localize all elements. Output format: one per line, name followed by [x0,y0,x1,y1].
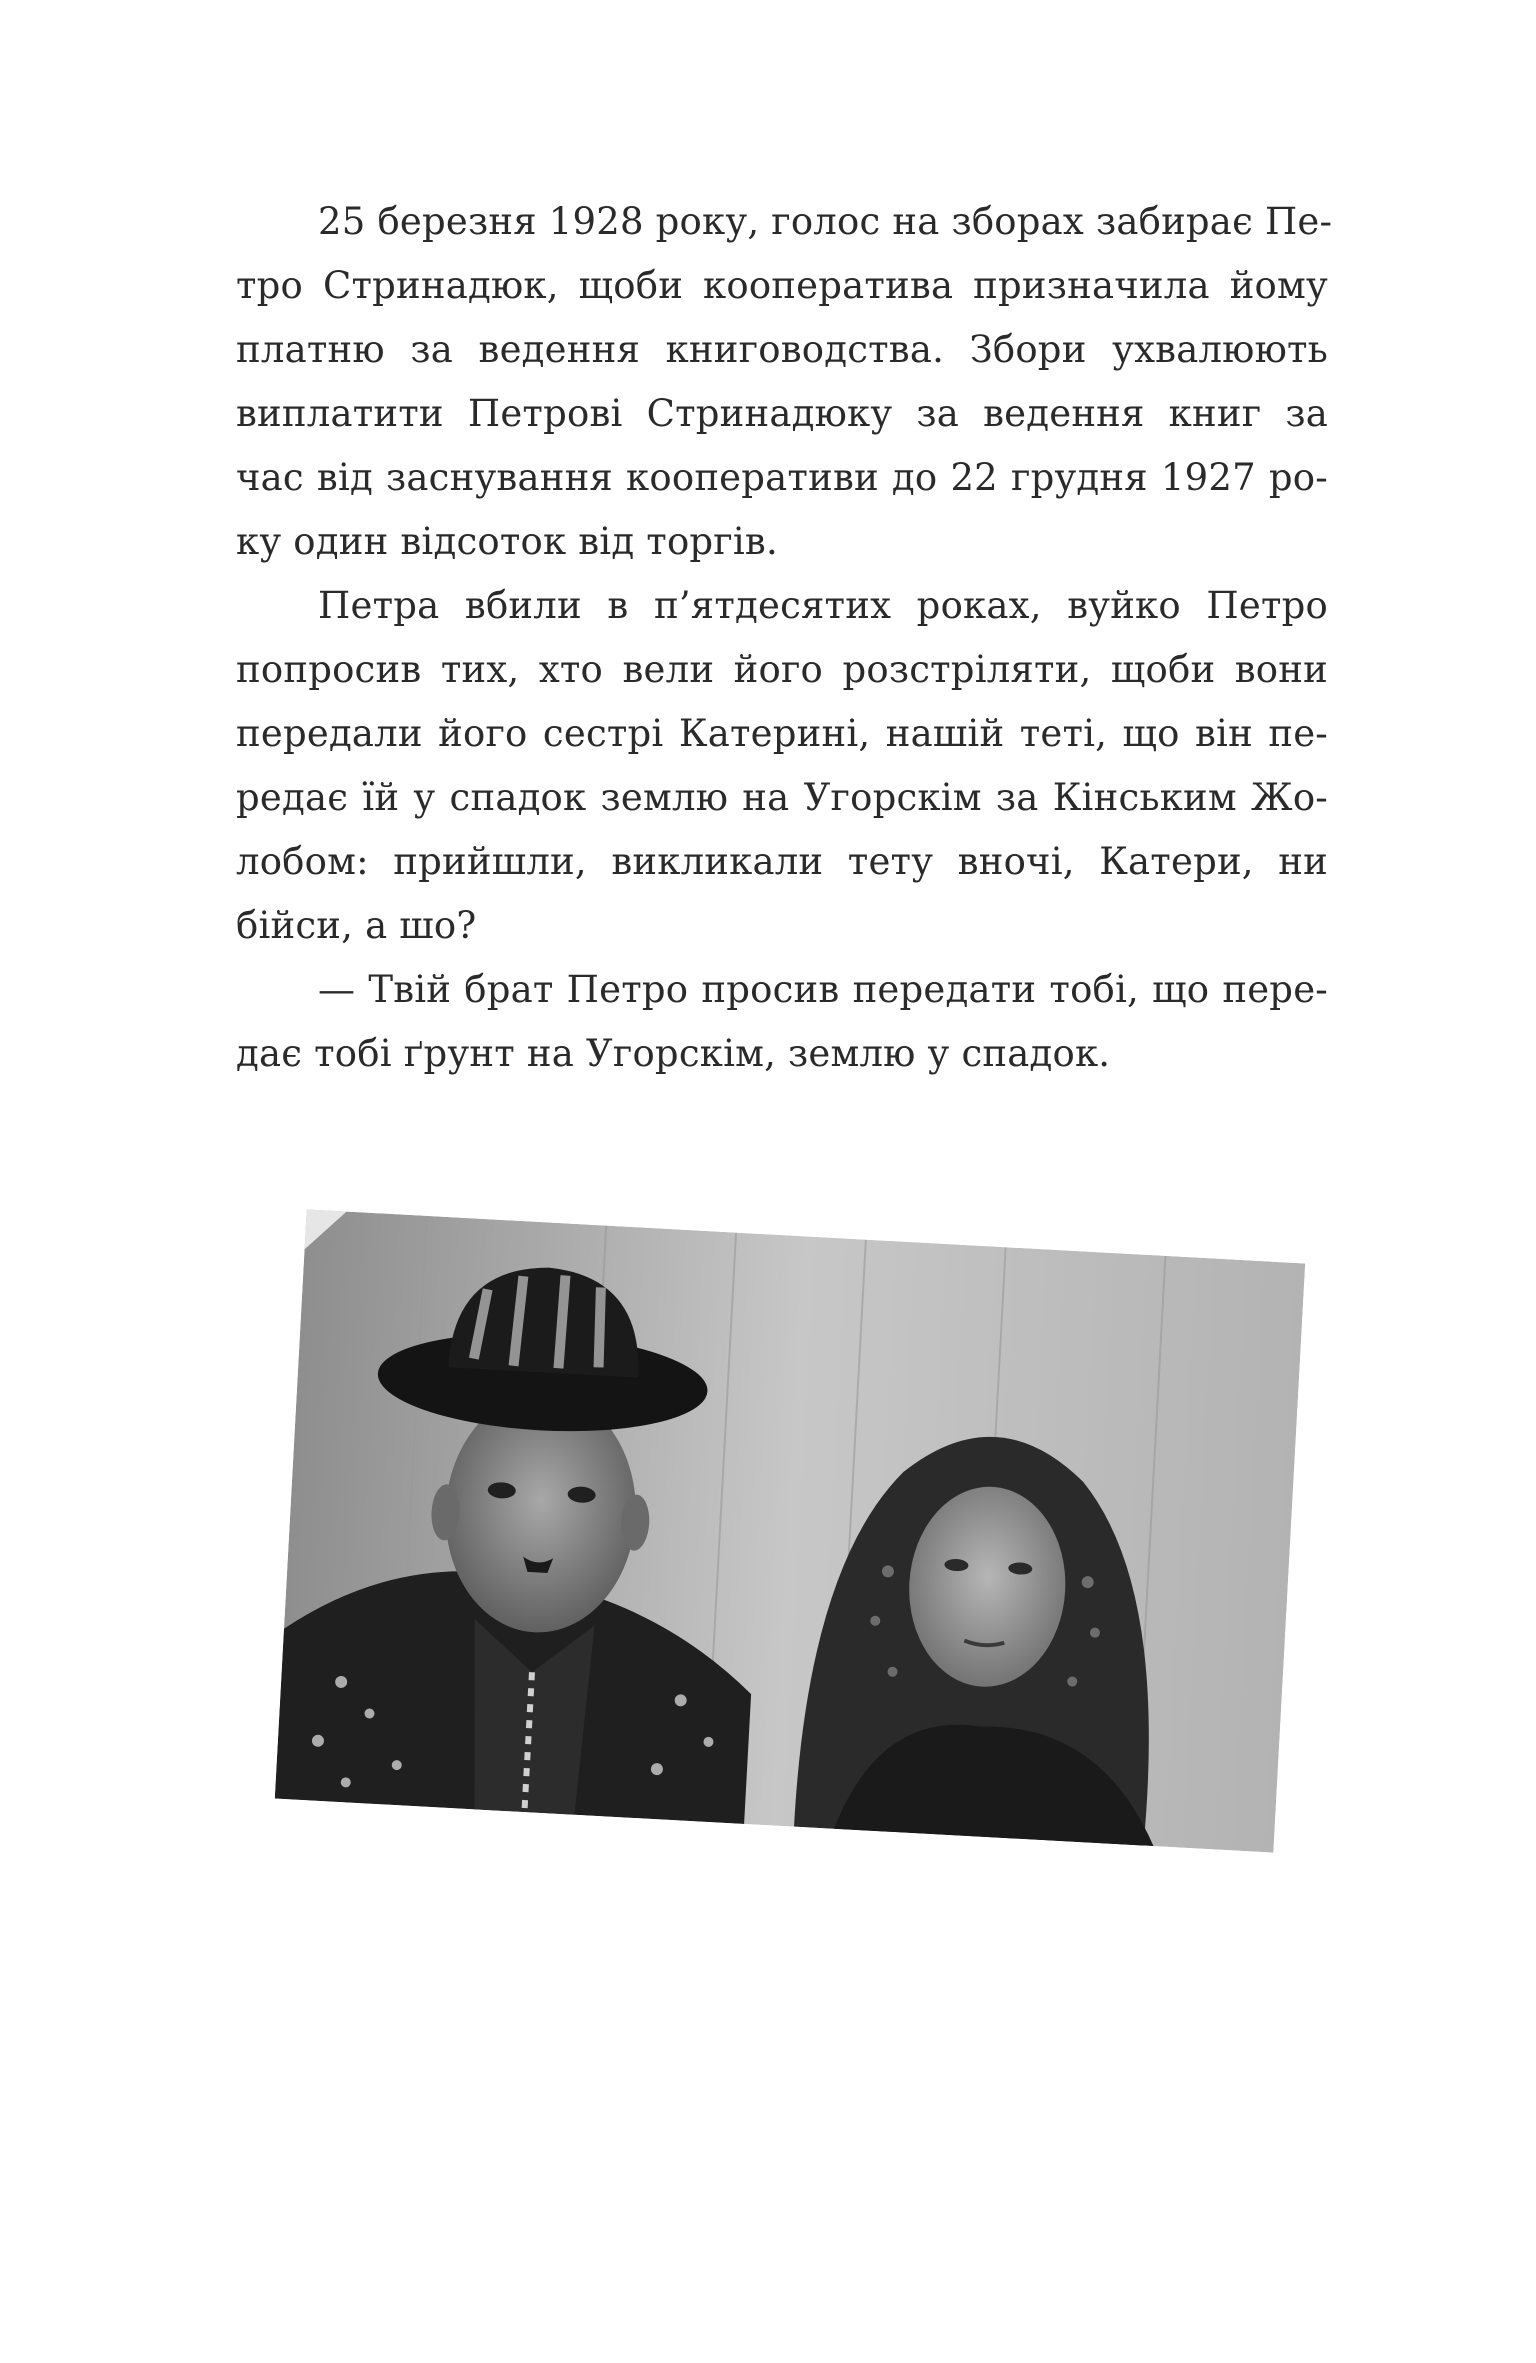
text-line: ку один відсоток від торгів. [236,520,778,563]
paragraph-2 [236,574,1328,958]
text-line: тро Стринадюк, щоби кооператива призначила йому [236,264,1328,307]
text-line: платню за ведення книговодства. Збори ухвалюють [236,328,1328,371]
paragraph-3 [236,958,1328,1086]
body-text [236,190,1333,1086]
text-line: лобом: прийшли, викликали тету вночі, Катери, ни [236,840,1328,883]
text-line: Петра вбили в п’ятдесятих роках, вуйко Петро [318,584,1328,627]
archival-photo-couple-icon [275,1209,1305,1852]
text-line: передали його сестрі Катерині, нашій теті, що він пе- [236,712,1328,755]
text-line: дає тобі ґрунт на Угорскім, землю у спадок. [236,1032,1111,1075]
text-line: — Твій брат Петро просив передати тобі, що пере- [318,968,1328,1011]
text-line: бійси, а шо? [236,904,477,947]
paragraph-1 [236,190,1333,574]
text-line: виплатити Петрові Стринадюку за ведення книг за [236,392,1328,435]
text-line: попросив тих, хто вели його розстріляти, щоби вони [236,648,1328,691]
text-line: час від заснування кооперативи до 22 грудня 1927 ро- [236,456,1328,499]
text-line: редає їй у спадок землю на Угорскім за Кінським Жо- [236,776,1328,819]
text-line: 25 березня 1928 року, голос на зборах забирає Пе- [318,200,1333,243]
archival-photo [275,1209,1305,1852]
